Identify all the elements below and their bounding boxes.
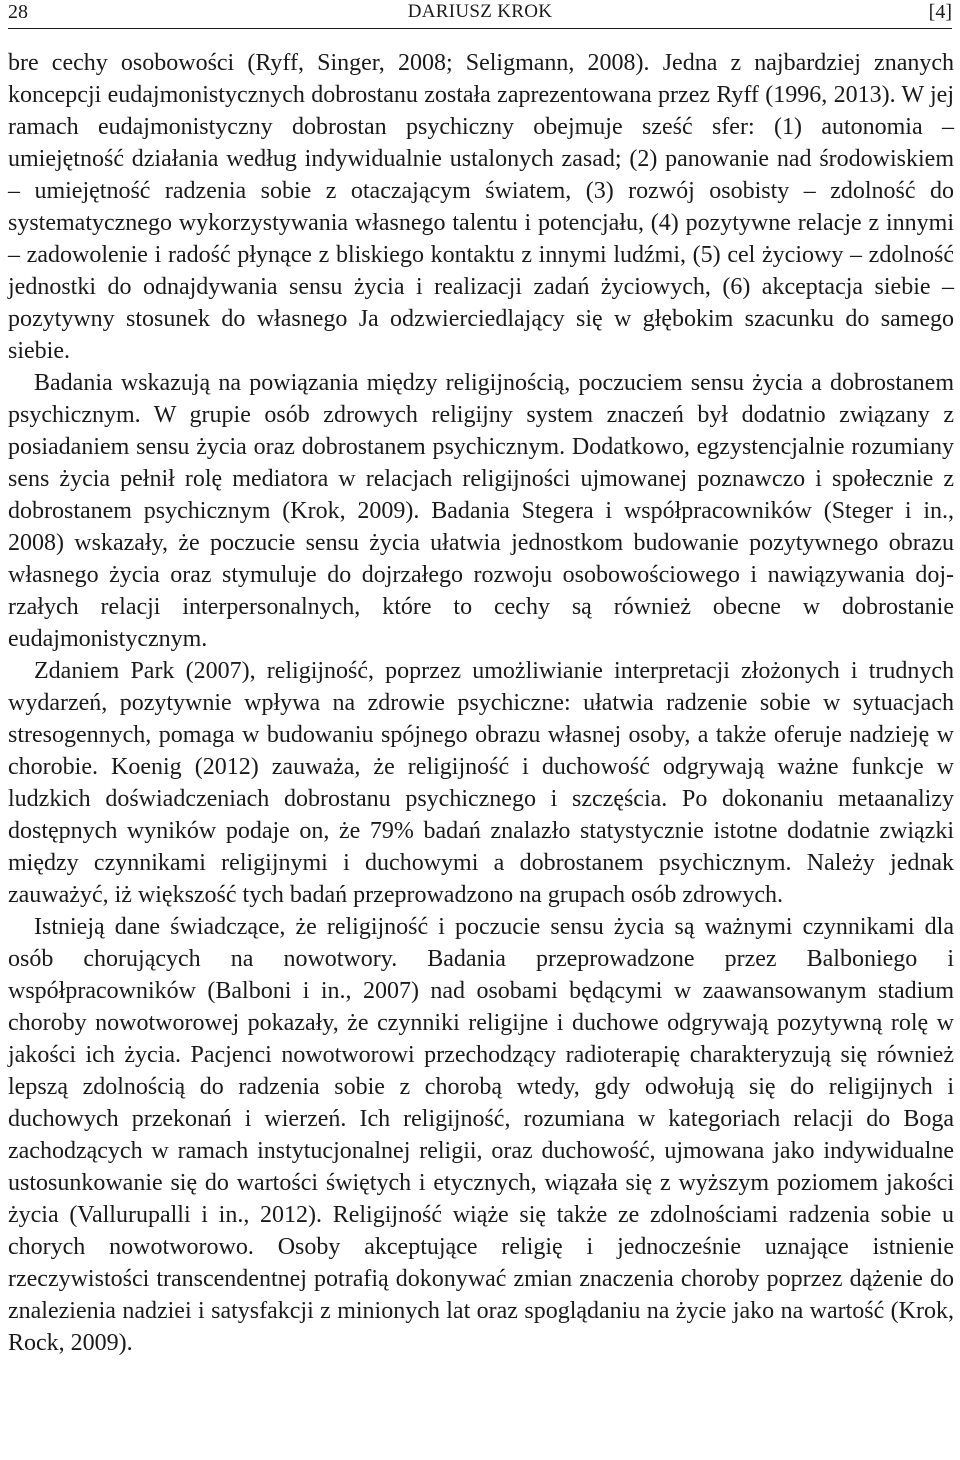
page-number: 28: [8, 1, 28, 23]
paragraph-2: Badania wskazują na powiązania między religijnością, poczuciem sensu życia a dobrostanem psychicznym. W grupie osób zdrowych religijny system znaczeń był dodatnio związany z posiadaniem sensu życia oraz dobrostanem psychicznym. Dodatkowo, egzystencjalnie rozumiany sens życia pełnił rolę mediatora w relacjach religijności ujmowanej poznawczo i społecznie z dobrostanem psychicznym (Krok, 2009). Badania Stegera i współpracowników (Steger i in., 2008) wskazały, że poczucie sensu życia ułatwia jednostkom budowanie pozytywnego obrazu własnego życia oraz stymuluje do dojrzałego rozwoju osobowościowego i nawiązywania dojrzałych relacji interpersonalnych, które to cechy są również obecne w dobrostanie eudajmonistycznym.: [8, 370, 954, 652]
paragraph-3: Zdaniem Park (2007), religijność, poprzez umożliwianie interpretacji złożonych i trudnych wydarzeń, pozytywnie wpływa na zdrowie psychiczne: ułatwia radzenie sobie w sytuacjach stresogennych, pomaga w budowaniu spójnego obrazu własnej osoby, a także oferuje nadzieję w chorobie. Koenig (2012) zauważa, że religijność i duchowość odgrywają ważne funkcje w ludzkich doświadczeniach dobrostanu psychicznego i szczęścia. Po dokonaniu metaanalizy dostępnych wyników podaje on, że 79% badań znalazło statystycznie istotne dodatnie związki między czynnikami religijnymi i duchowymi a dobrostanem psychicznym. Należy jednak zauważyć, iż większość tych badań przeprowadzono na grupach osób zdrowych.: [8, 658, 954, 908]
paragraph-4: Istnieją dane świadczące, że religijność i poczucie sensu życia są ważnymi czynnikami dla osób chorujących na nowotwory. Badania przeprowadzone przez Balboniego i współpracowników (Balboni i in., 2007) nad osobami będącymi w zaawansowanym stadium choroby nowotworowej pokazały, że czynniki religijne i duchowe odgrywają pozytywną rolę w jakości ich życia. Pacjenci nowotworowi przechodzący radioterapię charakteryzują się również lepszą zdolnością do radzenia sobie z chorobą wtedy, gdy odwołują się do religijnych i duchowych przekonań i wierzeń. Ich religijność, rozumiana w kategoriach relacji do Boga zachodzących w ramach instytucjonalnej religii, oraz duchowość, ujmowana jako indywidualne ustosunkowanie się do wartości świętych i etycznych, wiązała się z wyższym poziomem jakości życia (Vallurupalli i in., 2012). Religijność wiąże się także ze zdolnościami radzenia sobie u chorych nowotworowo. Osoby akceptujące religię i jednocześnie uznające istnienie rzeczywistości transcendentnej potrafią dokonywać zmian znaczenia choroby poprzez dążenie do znalezienia nadziei i satysfakcji z minionych lat oraz spoglądaniu na życie jako na wartość (Krok, Rock, 2009).: [8, 914, 954, 1356]
header-rule: [8, 28, 952, 29]
paragraph-1: bre cechy osobowości (Ryff, Singer, 2008; Seligmann, 2008). Jedna z najbardziej znanych koncepcji eudajmonistycznych dobrostanu została zaprezentowana przez Ryff (1996, 2013). W jej ramach eudajmonistyczny dobrostan psychiczny obejmuje sześć sfer: (1) autonomia – umiejętność działania według indywidualnie ustalonych zasad; (2) panowanie nad środowiskiem – umiejętność radzenia sobie z otaczającym światem, (3) rozwój osobisty – zdolność do systematycznego wykorzystywania własnego talentu i potencjału, (4) pozytywne relacje z innymi – zadowolenie i radość płynące z bliskiego kontaktu z innymi ludźmi, (5) cel życiowy – zdolność jednostki do odnajdywania sensu życia i realizacji zadań życiowych, (6) akceptacja siebie – pozytywny stosunek do własnego Ja odzwierciedlający się w głębokim szacunku do samego siebie.: [8, 50, 954, 364]
body-text: [8, 47, 954, 1359]
running-head: [8, 0, 952, 24]
chapter-number: [4]: [928, 1, 952, 23]
running-head-author: DARIUSZ KROK: [407, 1, 553, 22]
